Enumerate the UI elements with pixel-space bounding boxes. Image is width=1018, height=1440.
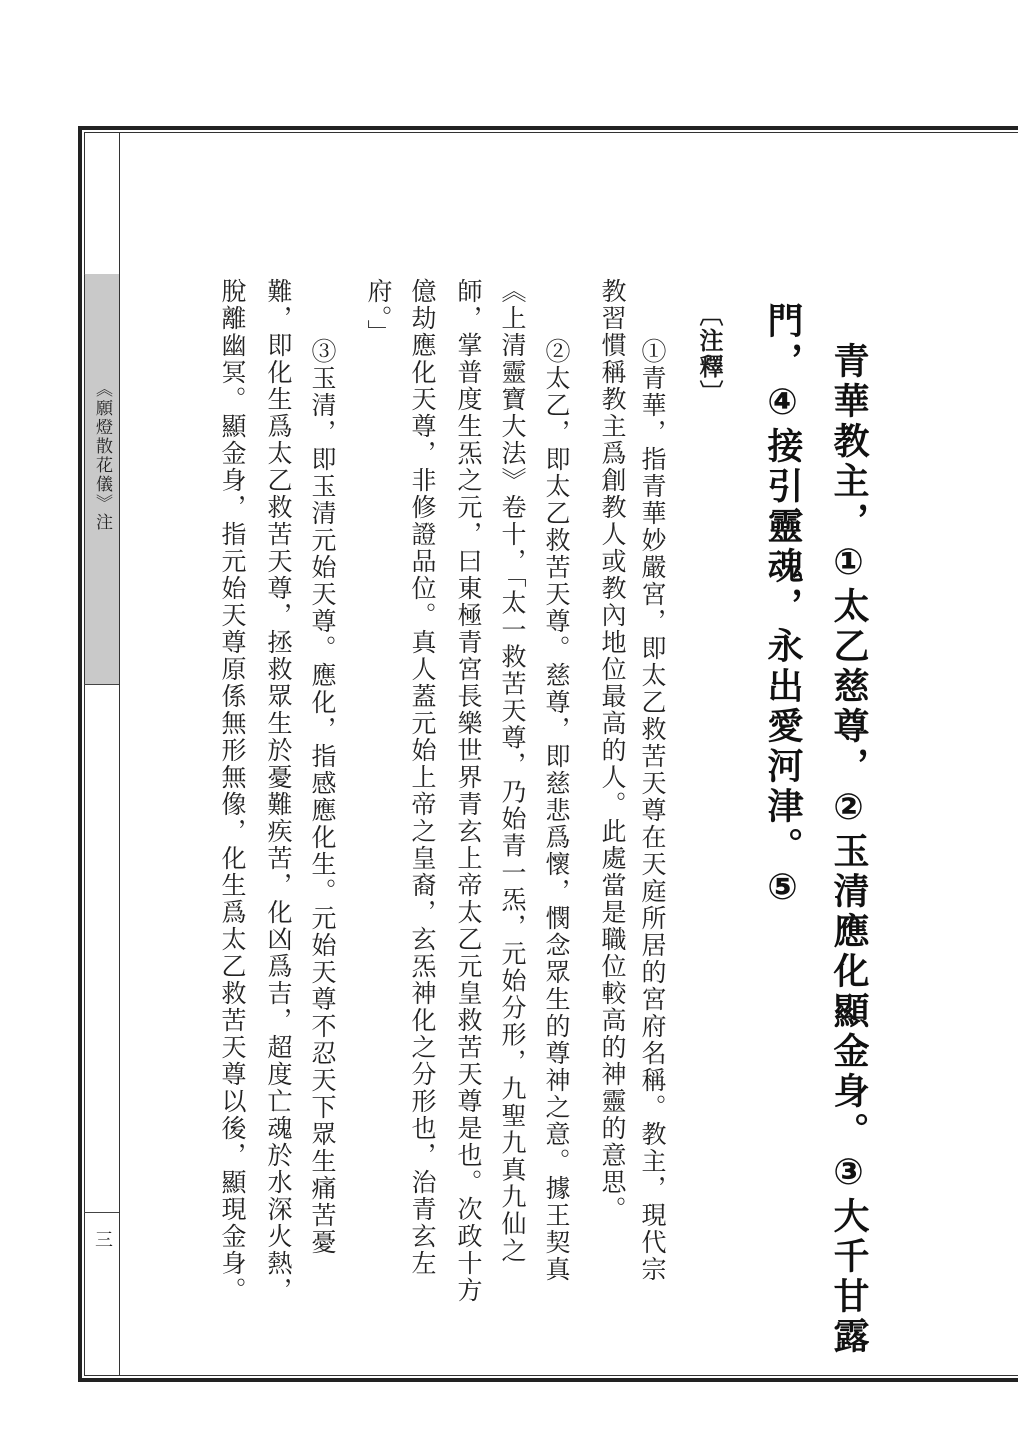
note-line-8: ③玉清，即玉清元始天尊。應化，指感應化生。元始天尊不忍天下眾生痛苦憂 (308, 338, 337, 1256)
note-line-5: 師，掌普度生炁之元，曰東極青宮長樂世界青玄上帝太乙元皇救苦天尊是也。次政十方 (454, 278, 483, 1304)
running-title: 《願燈散花儀》注 (92, 380, 112, 532)
note-line-1: ①青華，指青華妙嚴宮，即太乙救苦天尊在天庭所居的宮府名稱。教主，現代宗 (638, 338, 667, 1283)
note-line-6: 億劫應化天尊，非修證品位。真人蓋元始上帝之皇裔，玄炁神化之分形也，治青玄左 (408, 278, 437, 1277)
margin-rule-mid (84, 684, 119, 685)
note-line-3: ②太乙，即太乙救苦天尊。慈尊，即慈悲爲懷，憫念眾生的尊神之意。據王契真 (542, 338, 571, 1283)
note-line-9: 難，即化生爲太乙救苦天尊，拯救眾生於憂難疾苦，化凶爲吉，超度亡魂於水深火熱， (264, 278, 293, 1304)
verse-line-1: 青華教主，①太乙慈尊，②玉清應化顯金身。③大千甘露 (828, 342, 869, 1357)
note-line-10: 脫離幽冥。顯金身，指元始天尊原係無形無像，化生爲太乙救苦天尊以後，顯現金身。 (218, 278, 247, 1304)
margin-rule-bottom (84, 1212, 119, 1213)
note-line-7: 府。」 (364, 278, 393, 347)
margin-divider (119, 132, 120, 1376)
note-line-2: 教習慣稱教主爲創教人或教內地位最高的人。此處當是職位較高的神靈的意思。 (598, 278, 627, 1223)
page-number: 三 (92, 1230, 113, 1248)
section-label: 〔注釋〕 (695, 302, 723, 406)
note-line-4: 《上清靈寶大法》卷十，「太一救苦天尊，乃始青一炁，元始分形，九聖九真九仙之 (498, 278, 527, 1265)
verse-line-2: 門，④接引靈魂，永出愛河津。⑤ (762, 302, 803, 912)
